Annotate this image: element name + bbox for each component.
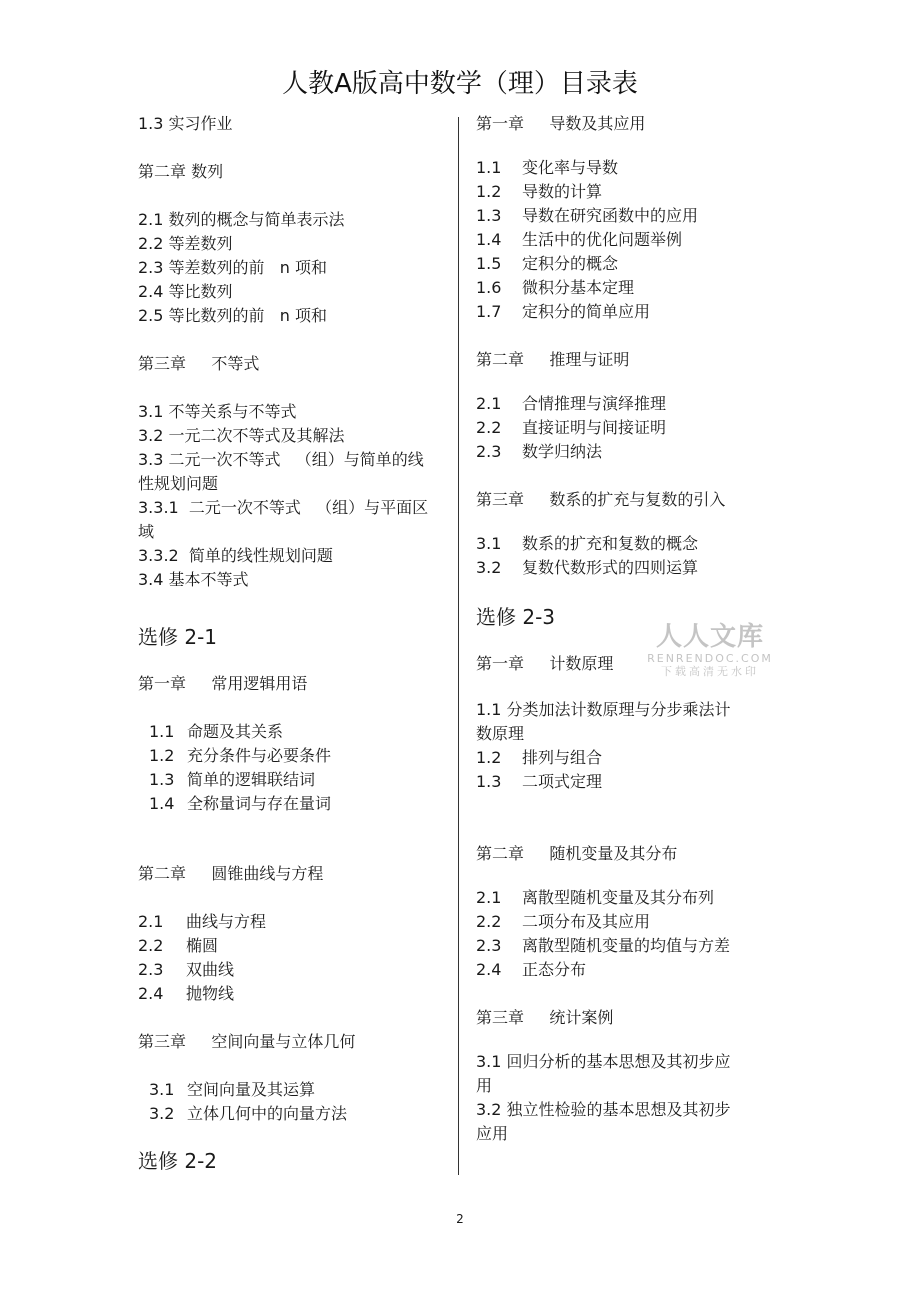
toc-item[interactable]: 3.3.2 简单的线性规划问题: [138, 546, 333, 565]
item-text: 充分条件与必要条件: [187, 746, 332, 765]
item-text: 导数在研究函数中的应用: [522, 206, 699, 225]
item-number: 2.1: [138, 912, 164, 931]
toc-item[interactable]: [476, 556, 766, 580]
item-text: 二项分布及其应用: [522, 912, 651, 931]
chapter-heading[interactable]: 第一章 常用逻辑用语: [138, 674, 308, 693]
item-number: 1.6: [476, 278, 502, 297]
item-text: 定积分的简单应用: [522, 302, 651, 321]
item-text: 合情推理与演绎推理: [522, 394, 667, 413]
page-title: 人教A版高中数学（理）目录表: [282, 69, 638, 99]
toc-item[interactable]: 2.5 等比数列的前 n 项和: [138, 306, 328, 325]
toc-item[interactable]: 3.1 不等关系与不等式: [138, 402, 297, 421]
toc-item[interactable]: 3.3 二元一次不等式 （组）与简单的线性规划问题: [138, 450, 424, 493]
item-number: 2.2: [476, 418, 502, 437]
section-heading[interactable]: 选修 2-2: [138, 1149, 218, 1173]
item-text: 数系的扩充和复数的概念: [522, 534, 699, 553]
toc-item[interactable]: [138, 792, 438, 816]
item-number: 2.3: [476, 936, 502, 955]
toc-item[interactable]: [138, 744, 438, 768]
toc-item[interactable]: [138, 982, 438, 1006]
toc-item[interactable]: [476, 958, 766, 982]
item-number: 1.1: [476, 158, 502, 177]
item-number: 3.2: [149, 1104, 175, 1123]
item-number: 2.1: [476, 888, 502, 907]
toc-item[interactable]: [476, 886, 766, 910]
toc-item[interactable]: [476, 300, 766, 324]
item-number: 3.1: [476, 534, 502, 553]
item-text: 椭圆: [186, 936, 219, 955]
item-text: 导数的计算: [522, 182, 603, 201]
toc-item[interactable]: 2.1 数列的概念与简单表示法: [138, 210, 345, 229]
toc-item[interactable]: [476, 180, 766, 204]
item-number: 2.4: [476, 960, 502, 979]
toc-item[interactable]: [476, 252, 766, 276]
section-heading[interactable]: 选修 2-3: [476, 605, 556, 629]
item-text: 命题及其关系: [187, 722, 284, 741]
item-text: 简单的逻辑联结词: [187, 770, 316, 789]
item-text: 复数代数形式的四则运算: [522, 558, 699, 577]
item-number: 2.3: [476, 442, 502, 461]
item-number: 1.4: [149, 794, 175, 813]
toc-item[interactable]: 2.3 等差数列的前 n 项和: [138, 258, 328, 277]
item-number: 3.2: [476, 558, 502, 577]
item-text: 定积分的概念: [522, 254, 619, 273]
toc-item[interactable]: [476, 392, 766, 416]
toc-item[interactable]: [476, 532, 766, 556]
watermark-main: 人人文库: [655, 622, 764, 652]
toc-item[interactable]: 2.2 等差数列: [138, 234, 233, 253]
item-text: 直接证明与间接证明: [522, 418, 667, 437]
item-text: 二项式定理: [522, 772, 603, 791]
toc-item[interactable]: [138, 1078, 438, 1102]
chapter-heading[interactable]: 第二章 随机变量及其分布: [476, 844, 678, 863]
toc-item[interactable]: 3.3.1 二元一次不等式 （组）与平面区域: [138, 498, 429, 541]
chapter-heading[interactable]: 第一章 导数及其应用: [476, 114, 646, 133]
item-text: 抛物线: [186, 984, 235, 1003]
toc-item[interactable]: 1.1 分类加法计数原理与分步乘法计数原理: [476, 700, 731, 743]
toc-item[interactable]: [476, 910, 766, 934]
toc-item[interactable]: 1.3 实习作业: [138, 114, 233, 133]
item-number: 1.1: [149, 722, 175, 741]
column-divider: [458, 117, 459, 1175]
item-number: 2.1: [476, 394, 502, 413]
toc-item[interactable]: [476, 228, 766, 252]
item-text: 离散型随机变量的均值与方差: [522, 936, 731, 955]
watermark-url: RENRENDOC.COM: [647, 652, 773, 665]
toc-item[interactable]: 3.4 基本不等式: [138, 570, 249, 589]
item-number: 2.3: [138, 960, 164, 979]
item-number: 1.2: [476, 182, 502, 201]
left-column: [138, 112, 438, 1176]
toc-item[interactable]: 3.2 一元二次不等式及其解法: [138, 426, 345, 445]
item-text: 曲线与方程: [186, 912, 267, 931]
item-text: 全称量词与存在量词: [187, 794, 332, 813]
toc-item[interactable]: [138, 720, 438, 744]
item-number: 1.2: [149, 746, 175, 765]
chapter-heading[interactable]: 第一章 计数原理: [476, 654, 614, 673]
item-number: 1.2: [476, 748, 502, 767]
item-number: 1.7: [476, 302, 502, 321]
page-number: 2: [456, 1212, 464, 1226]
chapter-heading[interactable]: 第二章 圆锥曲线与方程: [138, 864, 324, 883]
item-number: 1.3: [476, 772, 502, 791]
chapter-heading[interactable]: 第三章 统计案例: [476, 1008, 614, 1027]
toc-item[interactable]: [476, 204, 766, 228]
toc-item[interactable]: [476, 770, 766, 794]
item-number: 1.3: [149, 770, 175, 789]
toc-item[interactable]: [476, 746, 766, 770]
toc-item[interactable]: 2.4 等比数列: [138, 282, 233, 301]
item-number: 1.3: [476, 206, 502, 225]
item-text: 生活中的优化问题举例: [522, 230, 683, 249]
item-number: 1.5: [476, 254, 502, 273]
watermark-sub: 下载高清无水印: [661, 665, 759, 678]
chapter-heading[interactable]: 第二章 数列: [138, 162, 224, 181]
chapter-heading[interactable]: 第二章 推理与证明: [476, 350, 630, 369]
chapter-heading[interactable]: 第三章 数系的扩充与复数的引入: [476, 490, 726, 509]
toc-item[interactable]: [138, 910, 438, 934]
item-text: 排列与组合: [522, 748, 603, 767]
chapter-heading[interactable]: 第三章 空间向量与立体几何: [138, 1032, 356, 1051]
chapter-heading[interactable]: 第三章 不等式: [138, 354, 260, 373]
item-number: 2.2: [138, 936, 164, 955]
item-text: 双曲线: [186, 960, 235, 979]
item-text: 微积分基本定理: [522, 278, 635, 297]
toc-item[interactable]: [476, 156, 766, 180]
toc-item[interactable]: [138, 768, 438, 792]
watermark-logo: [640, 622, 780, 678]
toc-item[interactable]: [138, 934, 438, 958]
toc-item[interactable]: 3.2 独立性检验的基本思想及其初步应用: [476, 1100, 731, 1143]
toc-item[interactable]: [138, 1102, 438, 1126]
toc-item[interactable]: 3.1 回归分析的基本思想及其初步应用: [476, 1052, 731, 1095]
item-text: 数学归纳法: [522, 442, 603, 461]
item-text: 正态分布: [522, 960, 587, 979]
item-text: 立体几何中的向量方法: [187, 1104, 348, 1123]
toc-item[interactable]: [476, 276, 766, 300]
item-number: 2.2: [476, 912, 502, 931]
toc-item[interactable]: [138, 958, 438, 982]
section-heading[interactable]: 选修 2-1: [138, 625, 218, 649]
item-text: 变化率与导数: [522, 158, 619, 177]
toc-item[interactable]: [476, 440, 766, 464]
item-number: 1.4: [476, 230, 502, 249]
item-text: 离散型随机变量及其分布列: [522, 888, 715, 907]
item-number: 2.4: [138, 984, 164, 1003]
toc-item[interactable]: [476, 934, 766, 958]
item-text: 空间向量及其运算: [187, 1080, 316, 1099]
item-number: 3.1: [149, 1080, 175, 1099]
toc-item[interactable]: [476, 416, 766, 440]
